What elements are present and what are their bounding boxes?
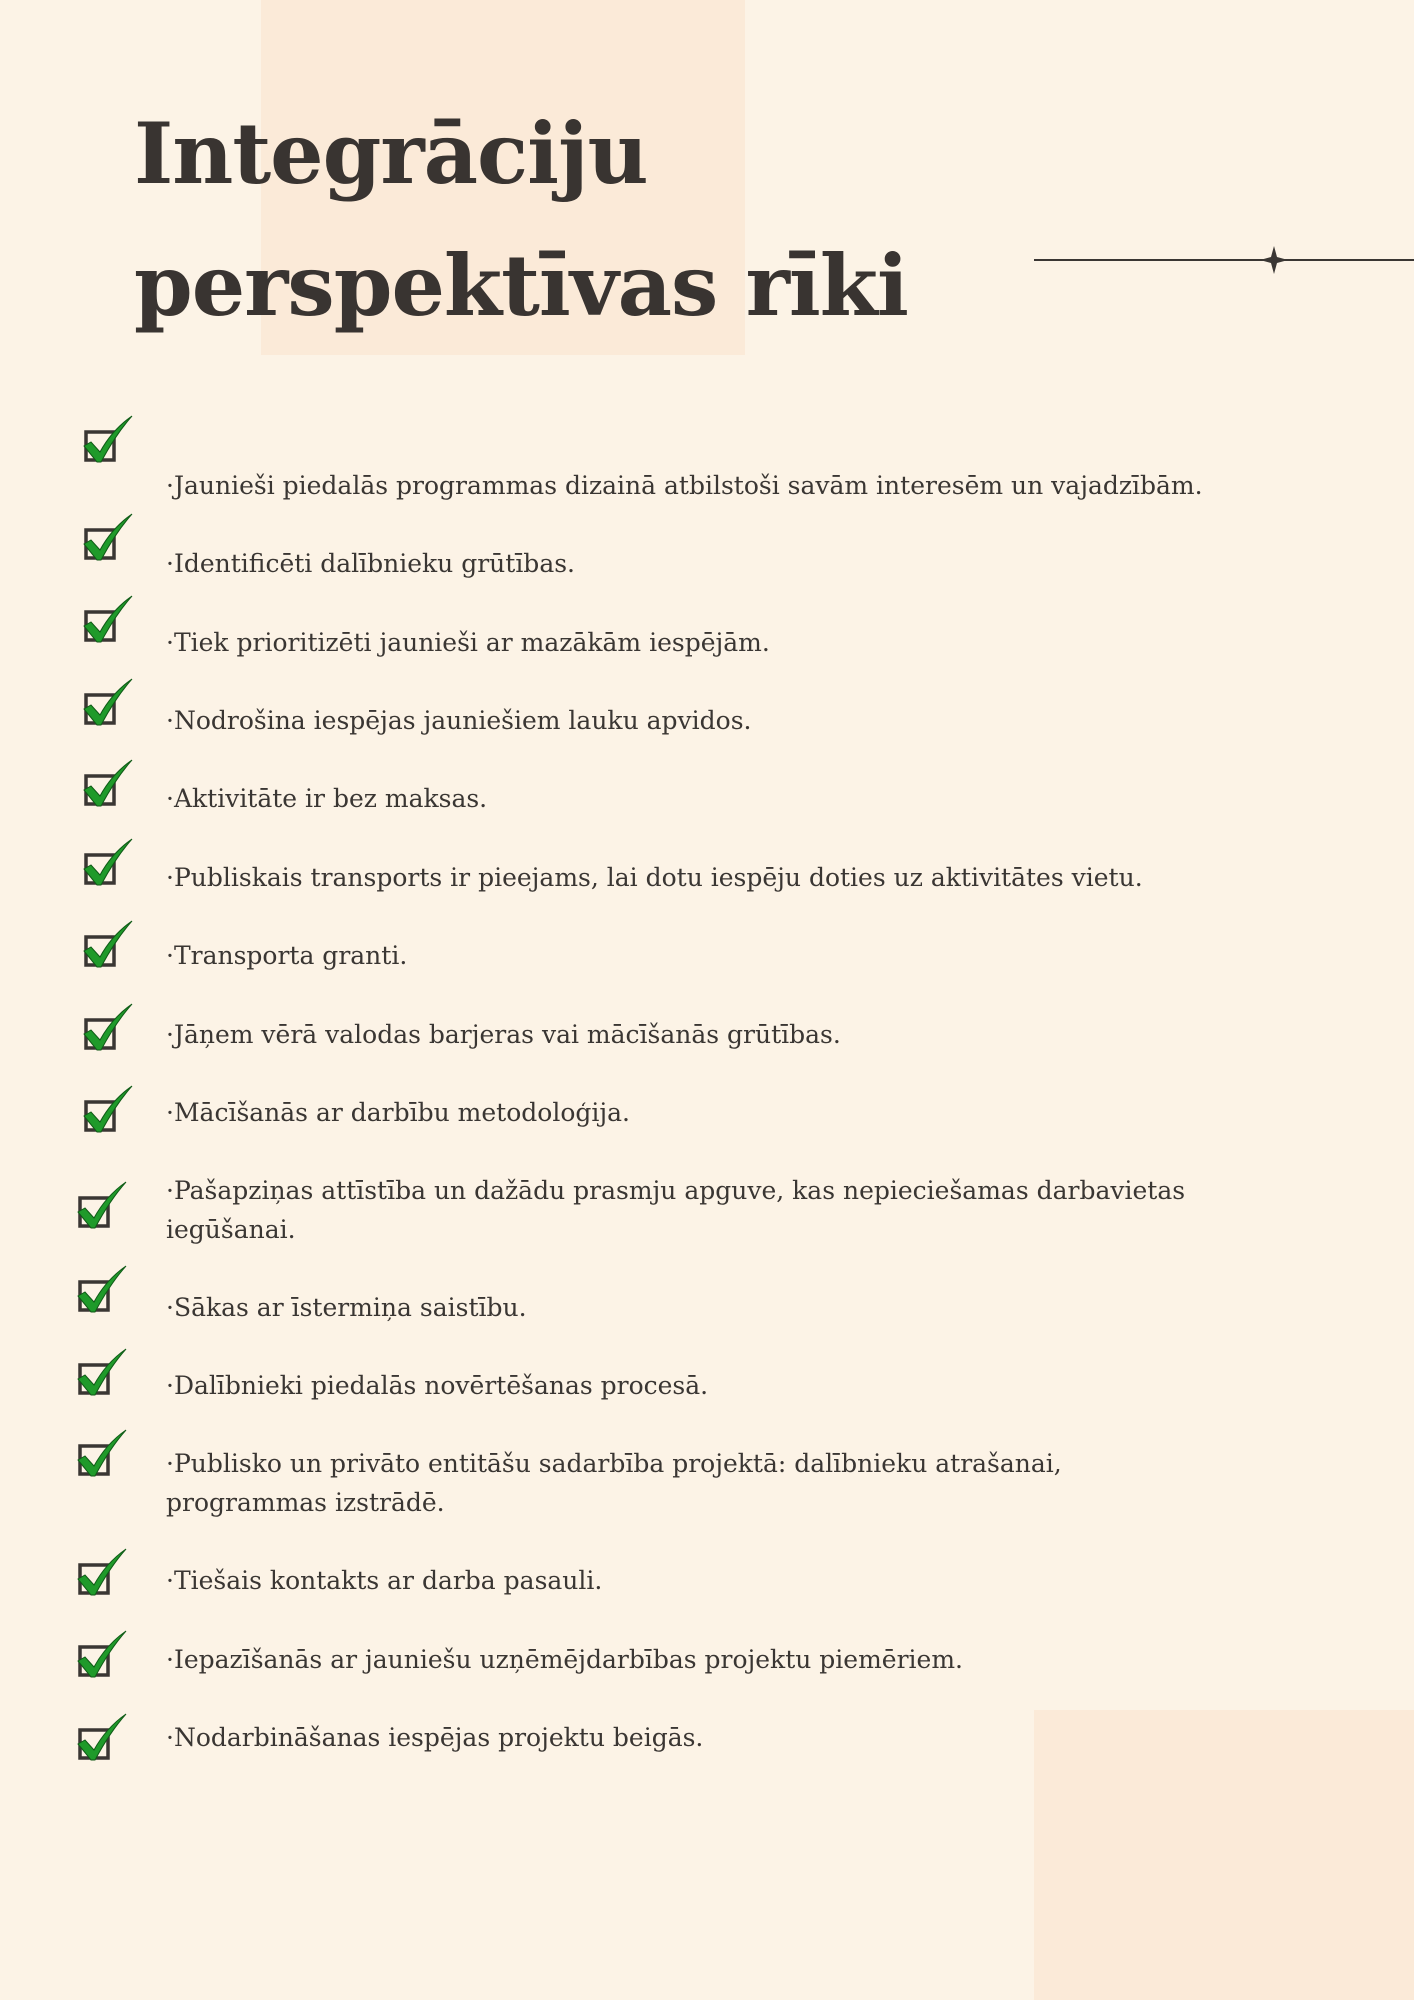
checklist-item-text: ·Mācīšanās ar darbību metodoloģija. bbox=[166, 1098, 630, 1127]
star-divider-icon bbox=[1034, 230, 1414, 290]
checklist-item-text: ·Sākas ar īstermiņa saistību. bbox=[166, 1293, 527, 1322]
checkbox-checked-icon bbox=[78, 756, 134, 812]
checkbox-checked-icon bbox=[78, 592, 134, 648]
checkbox-checked-icon bbox=[72, 1426, 128, 1482]
page-title: Integrāciju perspektīvas rīki bbox=[134, 104, 908, 335]
checklist-item-text: ·Transporta granti. bbox=[166, 941, 408, 970]
checklist-item-text: ·Publisko un privāto entitāšu sadarbība projektā: dalībnieku atrašanai, programmas izstrādē. bbox=[166, 1449, 1062, 1517]
checkbox-checked-icon bbox=[78, 1000, 134, 1056]
checkbox-checked-icon bbox=[72, 1710, 128, 1766]
checkbox-checked-icon bbox=[78, 510, 134, 566]
checkbox-checked-icon bbox=[72, 1178, 128, 1234]
checklist-item-text: ·Dalībnieki piedalās novērtēšanas procesā. bbox=[166, 1371, 709, 1400]
checkbox-checked-icon bbox=[72, 1545, 128, 1601]
checkbox-checked-icon bbox=[78, 1082, 134, 1138]
checklist-item-text: ·Tiek prioritizēti jaunieši ar mazākām iespējām. bbox=[166, 628, 770, 657]
checkbox-checked-icon bbox=[78, 675, 134, 731]
checkbox-checked-icon bbox=[78, 412, 134, 468]
checkbox-checked-icon bbox=[78, 835, 134, 891]
checklist-item-text: ·Nodarbināšanas iespējas projektu beigās. bbox=[166, 1723, 704, 1752]
checklist-item-text: ·Iepazīšanās ar jauniešu uzņēmējdarbības projektu piemēriem. bbox=[166, 1645, 963, 1674]
checklist-item-text: ·Nodrošina iespējas jauniešiem lauku apvidos. bbox=[166, 706, 752, 735]
checklist-item-text: ·Jāņem vērā valodas barjeras vai mācīšanās grūtības. bbox=[166, 1020, 841, 1049]
checklist-item-text: ·Tiešais kontakts ar darba pasauli. bbox=[166, 1566, 603, 1595]
checklist-item-text: ·Pašapziņas attīstība un dažādu prasmju apguve, kas nepieciešamas darbavietas iegūšanai. bbox=[166, 1176, 1186, 1244]
checklist-item-text: ·Aktivitāte ir bez maksas. bbox=[166, 784, 488, 813]
checklist-item-text: ·Identificēti dalībnieku grūtības. bbox=[166, 549, 575, 578]
checklist-item-text: ·Jaunieši piedalās programmas dizainā atbilstoši savām interesēm un vajadzībām. bbox=[166, 471, 1203, 500]
checklist-item-text: ·Publiskais transports ir pieejams, lai dotu iespēju doties uz aktivitātes vietu. bbox=[166, 863, 1143, 892]
checkbox-checked-icon bbox=[78, 917, 134, 973]
checkbox-checked-icon bbox=[72, 1627, 128, 1683]
checkbox-checked-icon bbox=[72, 1262, 128, 1318]
checkbox-checked-icon bbox=[72, 1345, 128, 1401]
